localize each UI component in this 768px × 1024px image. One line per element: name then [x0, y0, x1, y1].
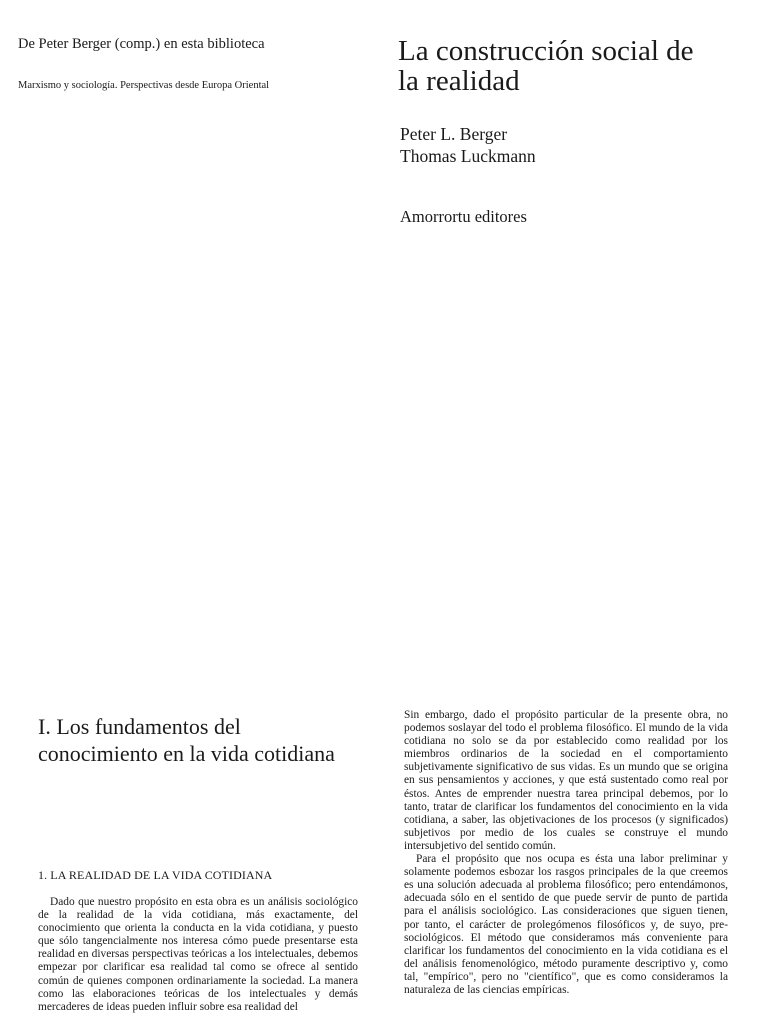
body-paragraph: Para el propósito que nos ocupa es ésta una labor preliminar y solamente podemos esbozar los rasgos principales de la que creemos es una solución adecuada al problema filosófico; pero entendámonos, adecuada sólo en el sentido de que puede servir de punto de partida para el análisis sociológico. Las consideraciones que siguen tienen, por tanto, el carácter de prolegómenos filosóficos y, de suyo, pre-sociológicos. El método que consideramos más conveniente para clarificar los fundamentos del conocimiento en la vida cotidiana es el del análisis fenomenológico, método puramente descriptivo y, como tal, "empírico", pero no "científico", que es como consideramos la naturaleza de las ciencias empíricas.: [404, 853, 728, 996]
author-name: Peter L. Berger: [400, 124, 508, 144]
body-paragraph: Sin embargo, dado el propósito particular de la presente obra, no podemos soslayar del todo el problema filosófico. El mundo de la vida cotidiana no solo se da por establecido como realidad por los miembros ordinarios de la sociedad en el comportamiento subjetivamente significativo de sus vidas. Es un mundo que se origina en sus pensamientos y acciones, y que está sustentado como real por éstos. Antes de emprender nuestra tarea principal debemos, por lo tanto, tratar de clarificar los fundamentos del conocimiento en la vida cotidiana, a saber, las objetivaciones de los procesos (y significados) subjetivos por medio de los cuales se construye el mundo intersubjetivo del sentido común.: [404, 709, 728, 852]
body-paragraph: Dado que nuestro propósito en esta obra es un análisis sociológico de la realidad de la vida cotidiana, más exactamente, del conocimiento que orienta la conducta en la vida cotidiana, y puesto que sólo tangencialmente nos interesa cómo puede presentarse esta realidad en diversas perspectivas teóricas a los intelectuales, debemos empezar por clarificar esa realidad tal como se ofrece al sentido común de quienes componen ordinariamente la sociedad. La manera como las elaboraciones teóricas de los intelectuales y demás mercaderes de ideas pueden influir sobre esa realidad del: [38, 896, 358, 1013]
section-heading: 1. LA REALIDAD DE LA VIDA COTIDIANA: [38, 868, 273, 882]
author-name: Thomas Luckmann: [400, 146, 536, 166]
series-item: Marxismo y sociología. Perspectivas desde Europa Oriental: [18, 80, 270, 91]
series-heading: De Peter Berger (comp.) en esta biblioteca: [18, 36, 265, 52]
body-column-right: [404, 709, 728, 997]
chapter-title: I. Los fundamentos del conocimiento en la vida cotidiana: [38, 714, 335, 766]
publisher-name: Amorrortu editores: [400, 207, 527, 226]
book-title: La construcción social de la realidad: [398, 35, 694, 97]
body-column-left: [38, 896, 358, 1014]
